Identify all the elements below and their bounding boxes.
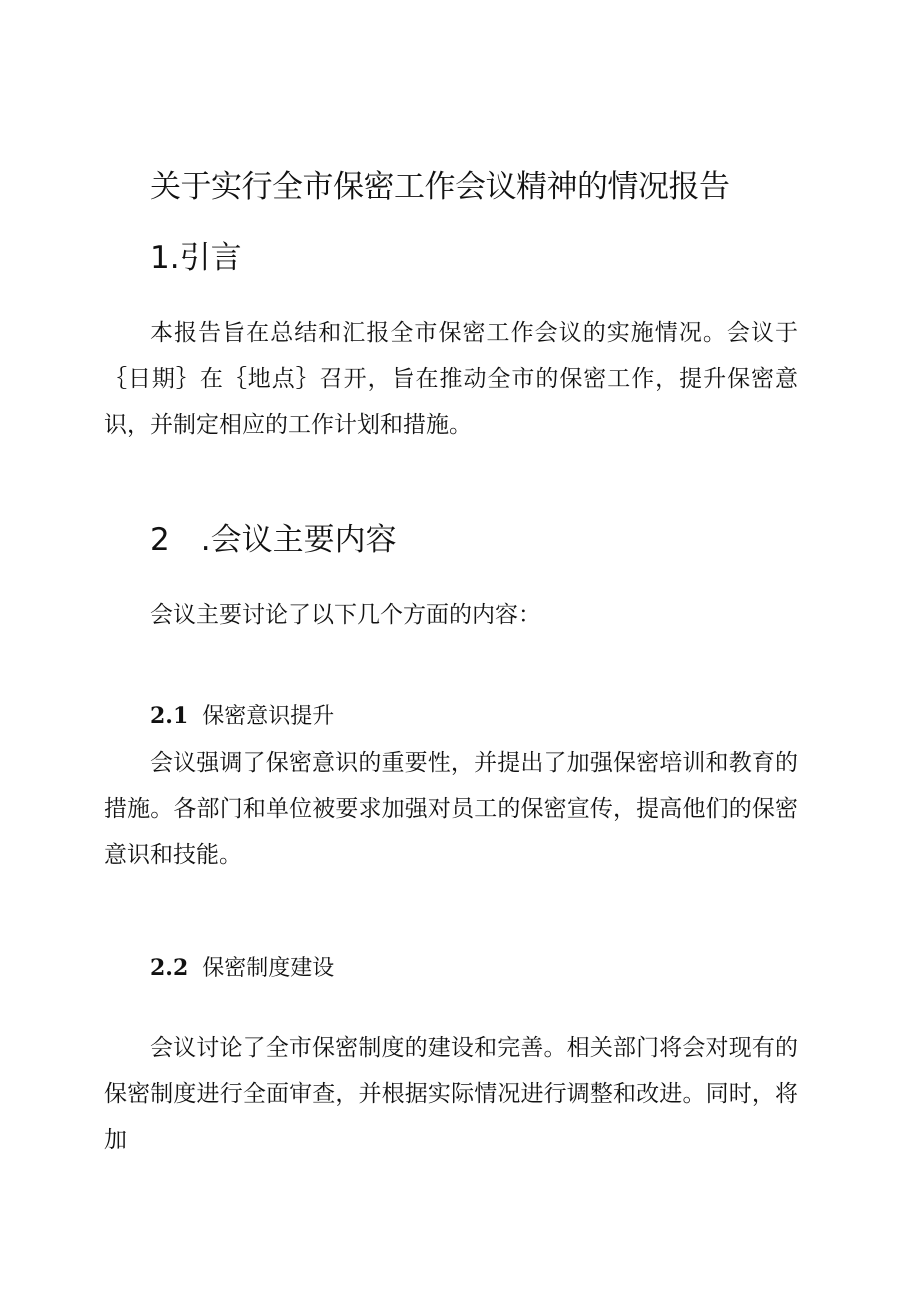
system-paragraph: 会议讨论了全市保密制度的建设和完善。相关部门将会对现有的保密制度进行全面审查，并根据实际情况进行调整和改进。同时，将加 <box>104 1035 798 1153</box>
document-title: 关于实行全市保密工作会议精神的情况报告 <box>150 169 730 205</box>
main-content-intro-paragraph: 会议主要讨论了以下几个方面的内容： <box>150 602 541 628</box>
section-heading-introduction: 1.引言 <box>150 240 242 276</box>
subsection-number: 2.2 <box>150 955 189 981</box>
subsection-number: 2.1 <box>150 703 189 729</box>
subsection-heading-system <box>150 952 334 985</box>
subsection-title: 保密意识提升 <box>202 704 335 729</box>
section-heading-main-content: 2 .会议主要内容 <box>150 522 397 558</box>
subsection-title: 保密制度建设 <box>202 956 335 981</box>
subsection-heading-awareness <box>150 700 334 733</box>
awareness-paragraph: 会议强调了保密意识的重要性，并提出了加强保密培训和教育的措施。各部门和单位被要求加强对员工的保密宣传，提高他们的保密意识和技能。 <box>104 750 798 868</box>
introduction-paragraph: 本报告旨在总结和汇报全市保密工作会议的实施情况。会议于｛日期｝在｛地点｝召开，旨在推动全市的保密工作，提升保密意识，并制定相应的工作计划和措施。 <box>104 320 798 438</box>
